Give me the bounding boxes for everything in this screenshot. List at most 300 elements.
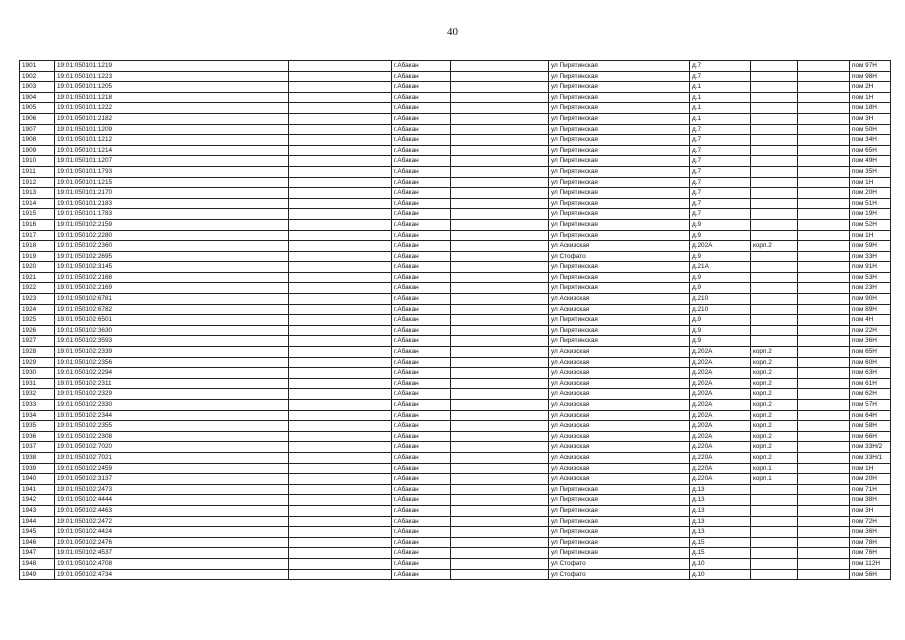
table-cell: 1927 (20, 336, 55, 347)
table-cell (289, 251, 392, 262)
table-cell: корп.2 (751, 347, 798, 358)
table-cell: пом 91Н (850, 262, 891, 273)
table-cell: г.Абакан (392, 304, 451, 315)
table-cell: ул Аскизская (549, 304, 690, 315)
table-cell: д.202А (690, 357, 751, 368)
table-cell: д.210 (690, 304, 751, 315)
table-row (20, 304, 891, 315)
table-cell: г.Абакан (392, 241, 451, 252)
table-cell: пом 53Н (850, 272, 891, 283)
table-cell: г.Абакан (392, 61, 451, 72)
table-cell (798, 452, 850, 463)
table-cell: г.Абакан (392, 82, 451, 93)
table-cell (751, 209, 798, 220)
table-cell (798, 315, 850, 326)
table-row (20, 452, 891, 463)
table-cell (451, 198, 549, 209)
table-cell: 19:01:050102:2476 (55, 537, 289, 548)
table-cell: д.7 (690, 124, 751, 135)
table-cell (798, 442, 850, 453)
table-cell: пом 1Н (850, 463, 891, 474)
table-cell: 1915 (20, 209, 55, 220)
table-row (20, 294, 891, 305)
table-cell: 1931 (20, 378, 55, 389)
table-cell: д.1 (690, 103, 751, 114)
table-cell: ул Пирятинская (549, 495, 690, 506)
table-cell (451, 219, 549, 230)
table-cell: корп.2 (751, 241, 798, 252)
table-cell: ул Пирятинская (549, 145, 690, 156)
table-row (20, 474, 891, 485)
table-cell (289, 442, 392, 453)
table-cell: ул Пирятинская (549, 219, 690, 230)
page-number: 40 (447, 26, 458, 38)
table-cell (798, 484, 850, 495)
table-cell: г.Абакан (392, 251, 451, 262)
table-cell: пом 36Н (850, 527, 891, 538)
table-cell: д.202А (690, 378, 751, 389)
table-cell (798, 421, 850, 432)
table-cell: 19:01:050101:1218 (55, 92, 289, 103)
table-cell: пом 97Н (850, 61, 891, 72)
table-cell: д.202А (690, 400, 751, 411)
table-cell: пом 38Н (850, 495, 891, 506)
table-cell: ул Аскизская (549, 357, 690, 368)
table-cell: д.13 (690, 495, 751, 506)
table-cell (751, 92, 798, 103)
table-row (20, 558, 891, 569)
table-row (20, 410, 891, 421)
table-cell: ул Пирятинская (549, 262, 690, 273)
table-cell (751, 495, 798, 506)
table-cell (289, 474, 392, 485)
table-cell: г.Абакан (392, 452, 451, 463)
table-cell: ул Аскизская (549, 294, 690, 305)
table-cell: пом 1Н (850, 92, 891, 103)
table-cell: пом 52Н (850, 219, 891, 230)
table-cell (751, 527, 798, 538)
table-row (20, 188, 891, 199)
table-cell: г.Абакан (392, 347, 451, 358)
table-cell: д.220А (690, 463, 751, 474)
table-cell: 1941 (20, 484, 55, 495)
table-cell: д.9 (690, 336, 751, 347)
table-cell: д.7 (690, 166, 751, 177)
table-cell (798, 569, 850, 580)
table-cell (451, 71, 549, 82)
table-cell: г.Абакан (392, 516, 451, 527)
table-cell (798, 516, 850, 527)
table-cell: 19:01:050102:7020 (55, 442, 289, 453)
table-cell: 19:01:050102:2280 (55, 230, 289, 241)
table-cell (751, 166, 798, 177)
table-cell: ул Аскизская (549, 241, 690, 252)
table-cell: 1925 (20, 315, 55, 326)
table-cell: д.220А (690, 474, 751, 485)
table-row (20, 92, 891, 103)
table-cell: г.Абакан (392, 325, 451, 336)
table-cell (451, 304, 549, 315)
table-cell: пом 20Н (850, 474, 891, 485)
table-cell (751, 61, 798, 72)
table-cell (289, 283, 392, 294)
table-cell: г.Абакан (392, 463, 451, 474)
table-cell: ул Пирятинская (549, 272, 690, 283)
table-cell: д.13 (690, 516, 751, 527)
table-cell (798, 156, 850, 167)
table-cell (798, 548, 850, 559)
table-row (20, 569, 891, 580)
table-cell: пом 78Н (850, 537, 891, 548)
table-cell (798, 410, 850, 421)
table-cell: ул Пирятинская (549, 188, 690, 199)
table-cell: г.Абакан (392, 103, 451, 114)
table-row (20, 283, 891, 294)
table-cell (798, 495, 850, 506)
table-row (20, 495, 891, 506)
table-cell: д.7 (690, 188, 751, 199)
table-cell (289, 177, 392, 188)
table-cell: ул Аскизская (549, 474, 690, 485)
table-cell: 19:01:050102:4444 (55, 495, 289, 506)
table-cell (798, 92, 850, 103)
table-cell: д.9 (690, 230, 751, 241)
table-cell: 1902 (20, 71, 55, 82)
table-row (20, 400, 891, 411)
table-cell: 19:01:050101:1214 (55, 145, 289, 156)
table-cell: ул Пирятинская (549, 336, 690, 347)
table-cell: ул Аскизская (549, 389, 690, 400)
table-cell (289, 357, 392, 368)
table-cell: 1904 (20, 92, 55, 103)
table-cell (289, 516, 392, 527)
table-cell: д.7 (690, 71, 751, 82)
table-cell: г.Абакан (392, 219, 451, 230)
table-cell (751, 135, 798, 146)
table-cell (751, 156, 798, 167)
table-cell: 1917 (20, 230, 55, 241)
table-cell (289, 368, 392, 379)
table-cell: пом 20Н (850, 188, 891, 199)
table-cell (289, 452, 392, 463)
table-row (20, 156, 891, 167)
table-cell (451, 474, 549, 485)
table-cell (451, 209, 549, 220)
table-cell (451, 272, 549, 283)
table-cell (798, 527, 850, 538)
table-cell (289, 527, 392, 538)
table-cell: д.9 (690, 272, 751, 283)
table-cell: г.Абакан (392, 569, 451, 580)
table-cell (289, 558, 392, 569)
table-cell (451, 283, 549, 294)
table-cell: 19:01:050102:3630 (55, 325, 289, 336)
table-cell: ул Пирятинская (549, 283, 690, 294)
table-cell: 19:01:050101:1223 (55, 71, 289, 82)
table-cell: 19:01:050102:6501 (55, 315, 289, 326)
table-cell: пом 65Н (850, 145, 891, 156)
table-row (20, 516, 891, 527)
table-cell: д.10 (690, 569, 751, 580)
table-cell: 1910 (20, 156, 55, 167)
table-cell: 19:01:050102:3145 (55, 262, 289, 273)
table-cell: д.15 (690, 548, 751, 559)
table-cell (798, 177, 850, 188)
table-cell: ул Пирятинская (549, 61, 690, 72)
table-cell: 1947 (20, 548, 55, 559)
table-cell (798, 198, 850, 209)
table-cell: г.Абакан (392, 442, 451, 453)
table-cell: пом 89Н (850, 304, 891, 315)
table-cell: д.202А (690, 241, 751, 252)
table-row (20, 389, 891, 400)
table-cell (289, 389, 392, 400)
table-cell: 1928 (20, 347, 55, 358)
table-cell (751, 262, 798, 273)
table-cell (798, 325, 850, 336)
table-cell (451, 389, 549, 400)
table-cell (751, 294, 798, 305)
table-cell (451, 357, 549, 368)
table-cell: ул Пирятинская (549, 113, 690, 124)
table-row (20, 198, 891, 209)
table-row (20, 548, 891, 559)
table-cell: ул Пирятинская (549, 166, 690, 177)
table-cell: д.202А (690, 431, 751, 442)
table-cell: 19:01:050102:2360 (55, 241, 289, 252)
table-cell (451, 92, 549, 103)
table-cell: пом 2Н (850, 82, 891, 93)
table-cell: д.1 (690, 82, 751, 93)
table-cell: 19:01:050101:1215 (55, 177, 289, 188)
table-cell: г.Абакан (392, 188, 451, 199)
table-cell: пом 76Н (850, 548, 891, 559)
table-cell (451, 113, 549, 124)
table-cell: пом 36Н (850, 336, 891, 347)
table-cell (289, 145, 392, 156)
table-cell: 1922 (20, 283, 55, 294)
table-cell: пом 4Н (850, 315, 891, 326)
table-cell: ул Стофато (549, 569, 690, 580)
table-cell (751, 283, 798, 294)
table-cell: пом 35Н (850, 166, 891, 177)
table-cell: 1949 (20, 569, 55, 580)
table-cell (751, 113, 798, 124)
table-cell: г.Абакан (392, 113, 451, 124)
table-cell (451, 135, 549, 146)
table-cell: г.Абакан (392, 389, 451, 400)
table-cell (289, 241, 392, 252)
table-cell: корп.2 (751, 452, 798, 463)
table-cell: 1944 (20, 516, 55, 527)
table-cell (451, 558, 549, 569)
table-cell (289, 484, 392, 495)
table-cell (289, 294, 392, 305)
table-cell: 19:01:050101:1783 (55, 209, 289, 220)
table-row (20, 251, 891, 262)
table-row (20, 325, 891, 336)
table-cell: г.Абакан (392, 71, 451, 82)
table-cell: г.Абакан (392, 315, 451, 326)
table-cell: д.7 (690, 135, 751, 146)
table-cell: г.Абакан (392, 135, 451, 146)
table-cell (798, 294, 850, 305)
table-cell (451, 230, 549, 241)
table-row (20, 272, 891, 283)
table-cell: д.202А (690, 410, 751, 421)
table-cell: 1912 (20, 177, 55, 188)
table-cell: д.1 (690, 113, 751, 124)
table-cell (798, 272, 850, 283)
table-row (20, 463, 891, 474)
table-cell (751, 325, 798, 336)
table-cell (451, 166, 549, 177)
table-cell (751, 124, 798, 135)
table-cell: ул Пирятинская (549, 484, 690, 495)
table-cell: 19:01:050102:4537 (55, 548, 289, 559)
table-cell: 19:01:050101:1222 (55, 103, 289, 114)
table-row (20, 61, 891, 72)
table-cell (289, 495, 392, 506)
table-row (20, 347, 891, 358)
table-cell: д.9 (690, 283, 751, 294)
table-cell: 19:01:050101:2170 (55, 188, 289, 199)
table-cell: 1939 (20, 463, 55, 474)
table-cell: 1921 (20, 272, 55, 283)
table-cell: ул Пирятинская (549, 537, 690, 548)
table-cell: корп.2 (751, 400, 798, 411)
table-cell: 19:01:050101:2182 (55, 113, 289, 124)
table-cell (289, 378, 392, 389)
table-cell: д.1 (690, 92, 751, 103)
table-row (20, 421, 891, 432)
table-cell: 1930 (20, 368, 55, 379)
table-cell: 1937 (20, 442, 55, 453)
table-cell (798, 251, 850, 262)
table-cell: 1923 (20, 294, 55, 305)
table-cell: ул Пирятинская (549, 505, 690, 516)
table-cell (289, 537, 392, 548)
table-cell (289, 82, 392, 93)
table-cell (451, 325, 549, 336)
table-cell: ул Пирятинская (549, 230, 690, 241)
table-cell: д.21А (690, 262, 751, 273)
table-cell: 1908 (20, 135, 55, 146)
table-cell: ул Аскизская (549, 431, 690, 442)
table-cell: г.Абакан (392, 537, 451, 548)
table-cell: 19:01:050102:6781 (55, 294, 289, 305)
table-cell: 19:01:050102:4708 (55, 558, 289, 569)
table-cell (289, 431, 392, 442)
table-cell: пом 61Н (850, 378, 891, 389)
table-cell (451, 527, 549, 538)
table-cell: 1926 (20, 325, 55, 336)
table-cell: 1919 (20, 251, 55, 262)
table-cell (451, 378, 549, 389)
table-cell: г.Абакан (392, 92, 451, 103)
table-cell: пом 33Н (850, 251, 891, 262)
table-cell (451, 145, 549, 156)
table-row (20, 219, 891, 230)
table-cell: 19:01:050101:2183 (55, 198, 289, 209)
table-cell: д.7 (690, 61, 751, 72)
table-cell: 19:01:050102:4424 (55, 527, 289, 538)
table-row (20, 315, 891, 326)
table-cell: д.220А (690, 452, 751, 463)
table-cell: 19:01:050102:4463 (55, 505, 289, 516)
table-cell: 19:01:050102:6782 (55, 304, 289, 315)
table-cell: пом 56Н (850, 569, 891, 580)
table-cell (751, 569, 798, 580)
table-cell: г.Абакан (392, 505, 451, 516)
table-row (20, 209, 891, 220)
table-cell: 1909 (20, 145, 55, 156)
table-cell (798, 61, 850, 72)
table-cell: д.202А (690, 421, 751, 432)
table-cell (289, 315, 392, 326)
table-cell: 19:01:050102:2308 (55, 431, 289, 442)
table-cell: д.7 (690, 145, 751, 156)
table-cell (798, 558, 850, 569)
table-cell (289, 230, 392, 241)
table-cell: ул Аскизская (549, 452, 690, 463)
table-cell (289, 272, 392, 283)
table-cell: г.Абакан (392, 527, 451, 538)
table-row (20, 177, 891, 188)
table-cell (289, 421, 392, 432)
table-cell: корп.1 (751, 474, 798, 485)
table-cell (289, 166, 392, 177)
table-cell (451, 336, 549, 347)
table-cell: 1934 (20, 410, 55, 421)
table-cell: д.10 (690, 558, 751, 569)
table-cell (798, 262, 850, 273)
table-cell (289, 188, 392, 199)
table-cell: 1942 (20, 495, 55, 506)
table-cell: д.13 (690, 484, 751, 495)
table-cell (451, 463, 549, 474)
table-cell: д.202А (690, 389, 751, 400)
table-cell: пом 23Н (850, 283, 891, 294)
table-cell: г.Абакан (392, 262, 451, 273)
table-cell (798, 389, 850, 400)
table-cell (289, 124, 392, 135)
table-cell: 19:01:050102:2329 (55, 389, 289, 400)
table-cell: 19:01:050102:2473 (55, 484, 289, 495)
table-cell: 19:01:050102:2294 (55, 368, 289, 379)
table-cell (451, 505, 549, 516)
table-cell: г.Абакан (392, 484, 451, 495)
table-cell (798, 135, 850, 146)
table-cell: ул Аскизская (549, 347, 690, 358)
table-cell (751, 516, 798, 527)
table-row (20, 442, 891, 453)
table-cell: г.Абакан (392, 431, 451, 442)
table-cell: г.Абакан (392, 378, 451, 389)
table-cell: ул Аскизская (549, 421, 690, 432)
table-cell: корп.2 (751, 442, 798, 453)
table-cell (798, 357, 850, 368)
table-cell: корп.2 (751, 378, 798, 389)
table-cell: 1933 (20, 400, 55, 411)
property-table (19, 60, 891, 580)
table-cell (751, 484, 798, 495)
table-cell: корп.1 (751, 463, 798, 474)
table-cell: ул Стофато (549, 251, 690, 262)
table-cell (798, 505, 850, 516)
table-cell (289, 410, 392, 421)
table-cell (451, 484, 549, 495)
